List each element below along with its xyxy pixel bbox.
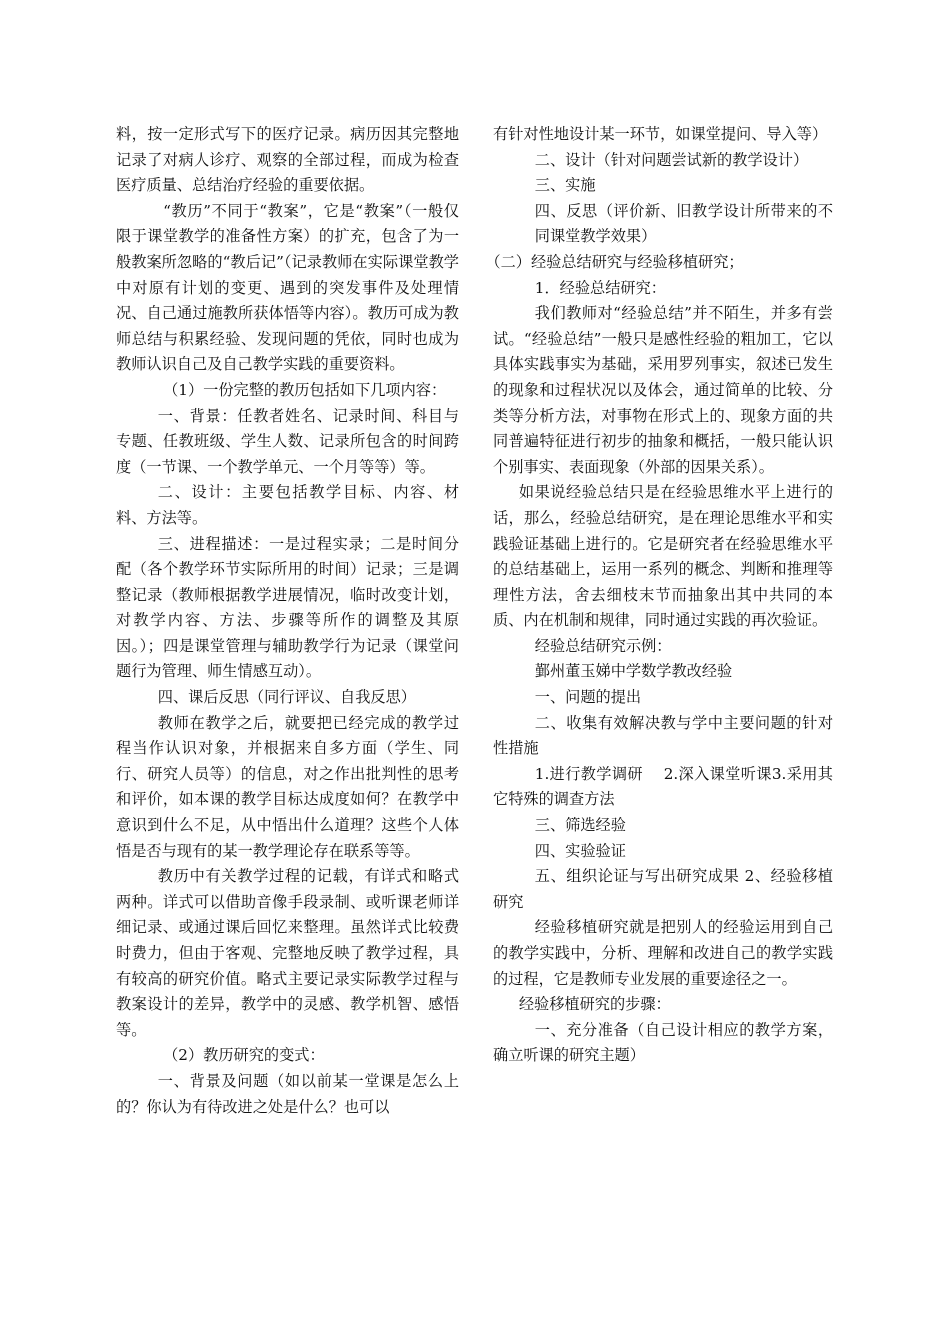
paragraph: 鄞州董玉娣中学数学教改经验 xyxy=(534,662,733,681)
paragraph: 如果说经验总结只是在经验思维水平上进行的话，那么，经验总结研究，是在理论思维水平和实践验证基础上进行的。它是研究者在经验思维水平的总结基础上，运用一系列的概念、判断和推理等理性方法，舍去细枝末节而抽象出其中共同的本质、内在机制和规律，同时通过实践的再次验证。 xyxy=(493,483,833,630)
paragraph: 三、筛选经验 xyxy=(534,816,626,835)
paragraph: 教师在教学之后，就要把已经完成的教学过程当作认识对象，并根据来自多方面（学生、同行、研究人员等）的信息，对之作出批判性的思考和评价，如本课的教学目标达成度如何？在教学中意识到什么不足，从中悟出什么道理？这些个人体悟是否与现有的某一教学理论存在联系等等。 xyxy=(116,713,459,860)
right-column xyxy=(485,122,833,1069)
paragraph: 经验移植研究就是把别人的经验运用到自己的教学实践中，分析、理解和改进自己的教学实践的过程，它是教师专业发展的重要途径之一。 xyxy=(493,918,833,988)
subsection-heading: 1．经验总结研究： xyxy=(534,278,666,297)
paragraph: 二、设计（针对问题尝试新的教学设计） xyxy=(534,150,809,169)
paragraph: 二、设计：主要包括教学目标、内容、材料、方法等。 xyxy=(116,483,459,527)
section-heading: （二）经验总结研究与经验移植研究； xyxy=(485,252,744,271)
paragraph: 一、问题的提出 xyxy=(534,688,642,707)
paragraph: 我们教师对“经验总结”并不陌生，并多有尝试。“经验总结”一般只是感性经验的粗加工，它以具体实践事实为基础，采用罗列事实，叙述已发生的现象和过程状况以及体会，通过简单的比较、分类等分析方法，对事物在形式上的、现象方面的共同普遍特征进行初步的抽象和概括，一般只能认识个别事实、表面现象（外部的因果关系）。 xyxy=(493,304,833,476)
paragraph: 一、背景及问题（如以前某一堂课是怎么上的？你认为有待改进之处是什么？也可以 xyxy=(116,1071,459,1116)
paragraph: 四、课后反思（同行评议、自我反思） xyxy=(157,688,416,707)
paragraph: 三、进程描述：一是过程实录；二是时间分配（各个教学环节实际所用的时间）记录；三是调整记录（教师根据教学进展情况，临时改变计划，对教学内容、方法、步骤等所作的调整及其原因。）；四是课堂管理与辅助教学行为记录（课堂问题行为管理、师生情感互动）。 xyxy=(116,534,459,681)
paragraph: 料，按一定形式写下的医疗记录。病历因其完整地记录了对病人诊疗、观察的全部过程，而成为检查医疗质量、总结治疗经验的重要依据。 xyxy=(116,125,459,195)
paragraph: 有针对性地设计某一环节，如课堂提问、导入等） xyxy=(493,125,828,143)
left-column xyxy=(116,122,459,1120)
paragraph: 经验移植研究的步骤： xyxy=(518,995,671,1014)
paragraph: 经验总结研究示例： xyxy=(534,636,672,655)
paragraph: 三、实施 xyxy=(534,176,596,195)
paragraph: 四、反思（评价新、旧教学设计所带来的不同课堂教学效果） xyxy=(534,201,833,246)
paragraph: 二、收集有效解决教与学中主要问题的针对性措施 xyxy=(493,713,833,758)
paragraph: （1）一份完整的教历包括如下几项内容： xyxy=(163,380,447,399)
paragraph: 一、充分准备（自己设计相应的教学方案，确立听课的研究主题） xyxy=(493,1020,833,1065)
paragraph: （2）教历研究的变式： xyxy=(163,1046,325,1065)
paragraph: “教历”不同于“教案”，它是“教案”（一般仅限于课堂教学的准备性方案）的扩充，包含了为一般教案所忽略的“教后记”（记录教师在实际课堂教学中对原有计划的变更、遇到的突发事件及处理情况、自己通过施教所获体悟等内容）。教历可成为教师总结与积累经验、发现问题的凭依，同时也成为教师认识自己及自己教学实践的重要资料。 xyxy=(116,201,459,374)
paragraph: 四、实验验证 xyxy=(534,841,626,860)
paragraph: 1.进行教学调研 2.深入课堂听课3.采用其它特殊的调查方法 xyxy=(493,764,833,809)
paragraph: 教历中有关教学过程的记载，有详式和略式两种。详式可以借助音像手段录制、或听课老师详细记录、或通过课后回忆来整理。虽然详式比较费时费力，但由于客观、完整地反映了教学过程，具有较高的研究价值。略式主要记录实际教学过程与教案设计的差异，教学中的灵感、教学机智、感悟等。 xyxy=(116,867,459,1039)
paragraph: 五、组织论证与写出研究成果 2、经验移植研究 xyxy=(493,867,833,911)
paragraph: 一、背景：任教者姓名、记录时间、科目与专题、任教班级、学生人数、记录所包含的时间跨度（一节课、一个教学单元、一个月等等）等。 xyxy=(116,406,459,476)
